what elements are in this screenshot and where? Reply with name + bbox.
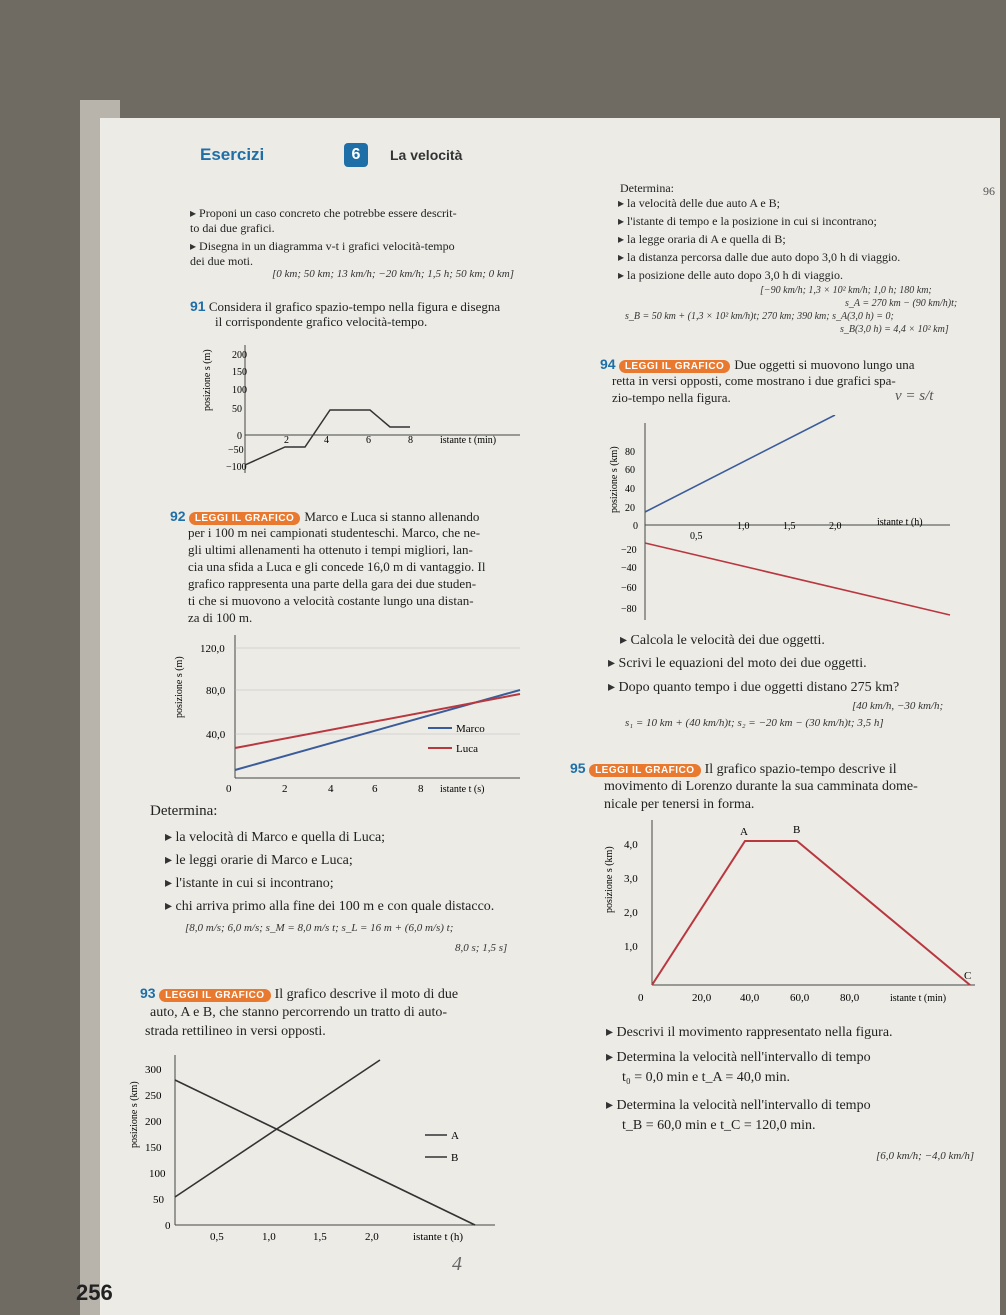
exercise-93 [140, 985, 458, 1003]
xtick: 2 [284, 435, 289, 446]
answer-92: [8,0 m/s; 6,0 m/s; s_M = 8,0 m/s t; s_L = 16 m + (6,0 m/s) t; [185, 922, 454, 934]
xtick: 40,0 [740, 992, 760, 1004]
section-title: La velocità [390, 147, 463, 163]
point-label-a: A [740, 826, 748, 838]
margin-number: 96 [983, 184, 995, 198]
xtick: 0,5 [690, 531, 703, 542]
answer-94-2: s₁ = 10 km + (40 km/h)t; s₂ = −20 km − (30 km/h)t; 3,5 h] [625, 717, 884, 729]
answer-92b: 8,0 s; 1,5 s] [455, 942, 508, 954]
read-graph-tag: LEGGI IL GRAFICO [619, 360, 730, 373]
exercise-93-line: Il grafico descrive il moto di due [274, 987, 459, 1002]
exercise-95-line: nicale per tenersi in forma. [604, 797, 755, 812]
ytick: −100 [226, 462, 247, 473]
answer-94-1: [40 km/h, −30 km/h; [852, 700, 944, 712]
read-graph-tag: LEGGI IL GRAFICO [589, 764, 700, 777]
point-label-b: B [793, 824, 801, 836]
question: ▸ Scrivi le equazioni del moto dei due oggetti. [608, 656, 867, 672]
ytick: 200 [145, 1116, 162, 1128]
xtick: 1,5 [313, 1231, 327, 1243]
answer-90-r3: s_B = 50 km + (1,3 × 10² km/h)t; 270 km; 390 km; s_A(3,0 h) = 0; [625, 311, 894, 322]
question: ▸ l'istante di tempo e la posizione in cui si incontrano; [618, 213, 877, 229]
exercise-number: 93 [140, 985, 156, 1001]
legend-luca: Luca [456, 743, 478, 755]
answer-90-r1: [−90 km/h; 1,3 × 10² km/h; 1,0 h; 180 km; [760, 285, 932, 296]
ytick: 1,0 [624, 941, 638, 953]
left-bullet-1b: to dai due grafici. [190, 221, 275, 235]
determina-90: Determina: [620, 181, 674, 195]
question: ▸ la velocità di Marco e quella di Luca; [165, 830, 385, 846]
page-number: 256 [76, 1280, 113, 1305]
legend-marco: Marco [456, 723, 485, 735]
question: ▸ Descrivi il movimento rappresentato nella figura. [606, 1025, 893, 1041]
xtick: 1,0 [262, 1231, 276, 1243]
chart-95-line [652, 841, 970, 985]
exercise-93-line: auto, A e B, che stanno percorrendo un tratto di auto- [150, 1005, 448, 1020]
question: ▸ Dopo quanto tempo i due oggetti distano 275 km? [608, 680, 899, 696]
exercise-94 [600, 356, 915, 373]
ytick: −60 [621, 583, 637, 594]
ytick: 0 [226, 783, 232, 795]
chart-91-xlabel: istante t (min) [440, 435, 497, 446]
ytick: 50 [232, 404, 242, 415]
question: ▸ la legge oraria di A e quella di B; [618, 231, 786, 247]
point-label-c: C [964, 970, 972, 982]
answer-95: [6,0 km/h; −4,0 km/h] [876, 1150, 975, 1162]
xtick: 6 [372, 783, 378, 795]
xtick: 0,5 [210, 1231, 224, 1243]
ytick: 4,0 [624, 839, 638, 851]
question: ▸ Determina la velocità nell'intervallo di tempo [606, 1050, 871, 1066]
ytick: −40 [621, 563, 637, 574]
question: ▸ chi arriva primo alla fine dei 100 m e con quale distacco. [165, 899, 494, 915]
question: ▸ Calcola le velocità dei due oggetti. [620, 633, 825, 649]
chart-95 [600, 815, 990, 1015]
answer-90-r2: s_A = 270 km − (90 km/h)t; [845, 298, 958, 309]
ytick: 100 [232, 385, 247, 396]
exercise-92-line: za di 100 m. [188, 610, 253, 625]
exercise-number: 94 [600, 356, 616, 372]
exercise-92-line: grafico rappresenta una parte della gara dei due studen- [188, 576, 477, 591]
ytick: 2,0 [624, 907, 638, 919]
chart-93-xlabel: istante t (h) [413, 1231, 464, 1243]
page-header [100, 135, 1000, 173]
exercise-92-line: gli ultimi allenamenti ha ottenuto i tempi migliori, lan- [188, 542, 473, 557]
chart-94-xlabel: istante t (h) [877, 517, 923, 528]
question: ▸ Determina la velocità nell'intervallo di tempo [606, 1098, 871, 1114]
line-a [175, 1080, 475, 1225]
chart-92 [170, 630, 530, 805]
xtick: 1,5 [783, 521, 796, 532]
exercise-91-text2: il corrispondente grafico velocità-tempo. [215, 314, 428, 329]
chart-93 [125, 1045, 505, 1255]
exercise-number: 92 [170, 508, 186, 524]
chart-91 [200, 335, 530, 475]
exercise-number: 95 [570, 760, 586, 776]
ytick: 40,0 [206, 729, 226, 741]
ytick: 80 [625, 447, 635, 458]
handwritten-note: v = s/t [895, 388, 934, 404]
xtick: 2 [282, 783, 288, 795]
legend-a: A [451, 1130, 459, 1142]
line-object-1 [645, 415, 835, 512]
ytick: 0 [633, 521, 638, 532]
chart-92-ylabel: posizione s (m) [174, 656, 185, 718]
question: ▸ la posizione delle auto dopo 3,0 h di viaggio. [618, 267, 843, 283]
question: ▸ la velocità delle due auto A e B; [618, 195, 780, 211]
ytick: 80,0 [206, 685, 226, 697]
xtick: 1,0 [737, 521, 750, 532]
ytick: −50 [228, 445, 244, 456]
chart-92-xlabel: istante t (s) [440, 784, 485, 795]
xtick: 4 [328, 783, 334, 795]
header-label: Esercizi [200, 145, 265, 164]
exercise-92-line: Marco e Luca si stanno allenando [304, 509, 480, 524]
ytick: 120,0 [200, 643, 225, 655]
ytick: 0 [165, 1220, 171, 1232]
exercise-94-line: Due oggetti si muovono lungo una [734, 357, 915, 372]
xtick: 2,0 [365, 1231, 379, 1243]
xtick: 80,0 [840, 992, 860, 1004]
exercise-94-line: zio-tempo nella figura. [612, 390, 731, 405]
exercise-95-line: Il grafico spazio-tempo descrive il [704, 762, 897, 777]
xtick: 6 [366, 435, 371, 446]
chart-95-xlabel: istante t (min) [890, 993, 947, 1004]
exercise-95-line: movimento di Lorenzo durante la sua camminata dome- [604, 779, 918, 794]
xtick: 8 [408, 435, 413, 446]
chart-94 [605, 415, 955, 630]
chart-91-ylabel: posizione s (m) [202, 349, 213, 411]
exercise-text: Considera il grafico spazio-tempo nella figura e disegna [208, 299, 501, 314]
left-bullet-2: ▸ Disegna in un diagramma v-t i grafici velocità-tempo [190, 238, 455, 254]
left-bullet-1: ▸ Proponi un caso concreto che potrebbe essere descrit- [190, 205, 457, 221]
line-object-2 [645, 543, 950, 615]
exercise-92-line: ti che si muovono a velocità costante lungo una distan- [188, 593, 474, 608]
xtick: 60,0 [790, 992, 810, 1004]
chart-95-ylabel: posizione s (km) [604, 846, 615, 913]
exercise-94-line: retta in versi opposti, come mostrano i due grafici spa- [612, 373, 896, 388]
exercise-92-line: per i 100 m nei campionati studenteschi. Marco, che ne- [188, 525, 481, 540]
question-detail: t_B = 60,0 min e t_C = 120,0 min. [622, 1118, 816, 1133]
legend-b: B [451, 1152, 459, 1164]
ytick: 150 [232, 367, 247, 378]
line-luca [235, 694, 520, 748]
xtick: 20,0 [692, 992, 712, 1004]
ytick: 20 [625, 503, 635, 514]
exercise-92 [170, 508, 479, 525]
ytick: 200 [232, 350, 247, 361]
ytick: 100 [149, 1168, 166, 1180]
xtick: 8 [418, 783, 424, 795]
line-b [175, 1060, 380, 1197]
ytick: 150 [145, 1142, 162, 1154]
question: ▸ l'istante in cui si incontrano; [165, 876, 334, 892]
chapter-number-badge: 6 [344, 143, 368, 167]
exercise-91 [190, 298, 500, 315]
left-bullet-2b: dei due moti. [190, 254, 253, 268]
chart-94-ylabel: posizione s (km) [609, 446, 620, 513]
determina-92: Determina: [150, 803, 218, 819]
xtick: 2,0 [829, 521, 842, 532]
question: ▸ la distanza percorsa dalle due auto dopo 3,0 h di viaggio. [618, 249, 900, 265]
ytick: 250 [145, 1090, 162, 1102]
ytick: 300 [145, 1064, 162, 1076]
ytick: 50 [153, 1194, 164, 1206]
answer-90: [0 km; 50 km; 13 km/h; −20 km/h; 1,5 h; 50 km; 0 km] [272, 268, 515, 280]
exercise-92-line: cia una sfida a Luca e gli concede 16,0 m di vantaggio. Il [188, 559, 486, 574]
exercise-number: 91 [190, 298, 206, 314]
read-graph-tag: LEGGI IL GRAFICO [189, 512, 300, 525]
ytick: 0 [638, 992, 644, 1004]
question: ▸ le leggi orarie di Marco e Luca; [165, 853, 353, 869]
exercise-93-line: strada rettilineo in versi opposti. [145, 1024, 326, 1039]
question-detail: t₀ = 0,0 min e t_A = 40,0 min. [622, 1070, 791, 1085]
read-graph-tag: LEGGI IL GRAFICO [159, 989, 270, 1002]
ytick: 3,0 [624, 873, 638, 885]
xtick: 4 [324, 435, 329, 446]
handwritten-number: 4 [452, 1253, 462, 1275]
chart-93-ylabel: posizione s (km) [129, 1081, 140, 1148]
exercise-95 [570, 760, 897, 778]
ytick: 60 [625, 465, 635, 476]
ytick: −20 [621, 545, 637, 556]
ytick: 0 [237, 431, 242, 442]
answer-90-r4: s_B(3,0 h) = 4,4 × 10² km] [840, 324, 949, 335]
ytick: −80 [621, 604, 637, 615]
ytick: 40 [625, 484, 635, 495]
